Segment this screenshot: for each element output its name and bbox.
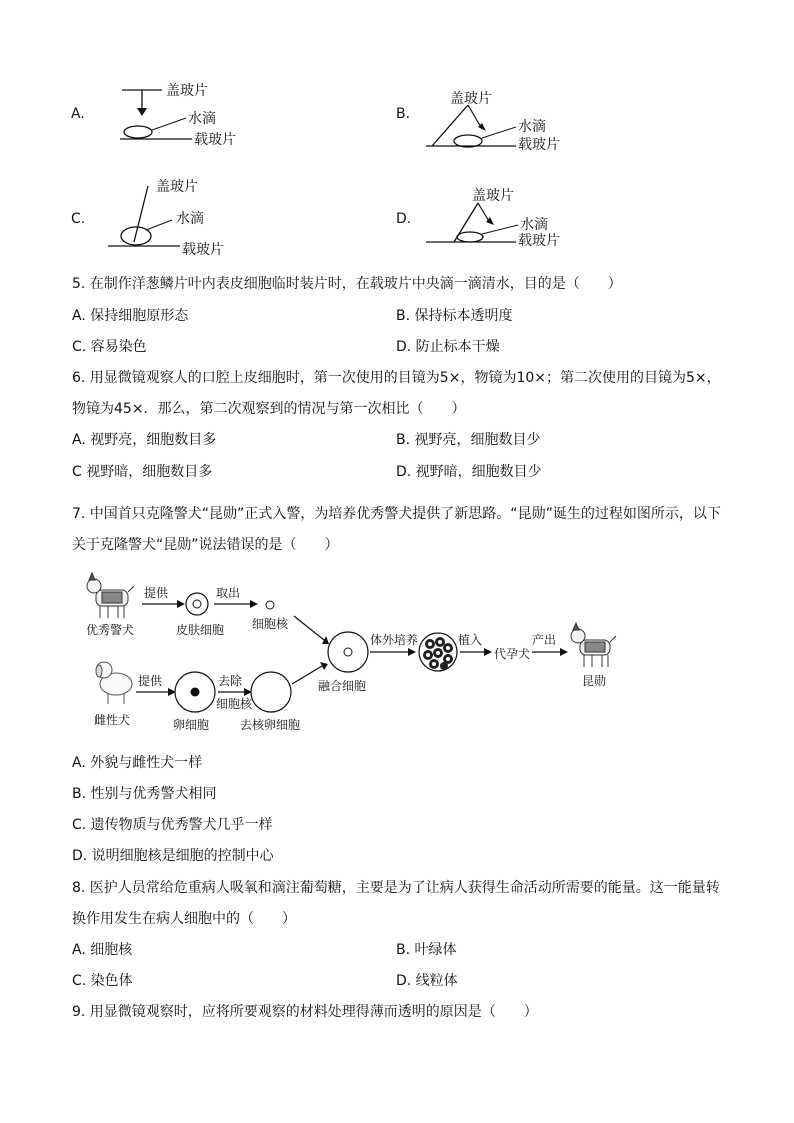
enucleated-egg-shape [251, 672, 291, 712]
kunxun-label: 昆勋 [582, 674, 607, 688]
option-c-diagram [100, 176, 300, 262]
option-a-diagram [100, 78, 300, 150]
female-dog-icon [96, 662, 132, 704]
police-dog-icon [87, 573, 134, 618]
nucleus-label: 细胞核 [252, 617, 289, 631]
question-8-stem-line2: 换作用发生在病人细胞中的（ ） [72, 911, 296, 927]
q6-option-b: B. 视野亮，细胞数目少 [396, 432, 541, 448]
option-d-slide-label: 载玻片 [518, 233, 560, 249]
culture-label: 体外培养 [370, 633, 419, 647]
option-d-diagram [420, 183, 620, 255]
produce-label: 产出 [532, 633, 557, 647]
enucleated-egg-label: 去核卵细胞 [240, 718, 301, 732]
dog1-label: 优秀警犬 [86, 623, 135, 637]
question-5-stem: 5. 在制作洋葱鳞片叶内表皮细胞临时装片时，在载玻片中央滴一滴清水，目的是（ ） [72, 276, 622, 292]
option-c-slide-label: 载玻片 [182, 242, 224, 258]
q7-option-c: C. 遗传物质与优秀警犬几乎一样 [72, 817, 273, 833]
option-d-letter: D. [396, 211, 412, 227]
q5-option-a: A. 保持细胞原形态 [72, 308, 189, 324]
skin-cell-label: 皮肤细胞 [176, 623, 225, 637]
option-c-water-label: 水滴 [176, 211, 204, 227]
fused-cell-label: 融合细胞 [318, 679, 367, 693]
option-d-cover-label: 盖玻片 [472, 188, 514, 204]
q5-option-d: D. 防止标本干燥 [396, 339, 500, 355]
provide1-label: 提供 [144, 586, 169, 600]
remove-nucleus-label: 细胞核 [216, 697, 253, 711]
nucleus-shape [266, 601, 274, 609]
option-b-diagram [420, 85, 620, 157]
dog2-label: 雌性犬 [94, 713, 131, 727]
question-7-stem-line1: 7. 中国首只克隆警犬“昆勋”正式入警，为培养优秀警犬提供了新思路。“昆勋”诞生的过程如图所示，以下 [72, 506, 721, 522]
question-6-stem-line2: 物镜为45×．那么，第二次观察到的情况与第一次相比（ ） [72, 401, 466, 417]
q7-option-d: D. 说明细胞核是细胞的控制中心 [72, 848, 274, 864]
q8-option-c: C. 染色体 [72, 973, 133, 989]
cloning-diagram [80, 572, 640, 742]
provide2-label: 提供 [138, 674, 163, 688]
q8-option-a: A. 细胞核 [72, 942, 133, 958]
option-d-water-label: 水滴 [520, 217, 548, 233]
q7-option-b: B. 性别与优秀警犬相同 [72, 786, 217, 802]
option-b-cover-label: 盖玻片 [450, 91, 492, 107]
q6-option-c: C 视野暗，细胞数目多 [72, 464, 213, 480]
option-c-cover-label: 盖玻片 [156, 179, 198, 195]
option-b-water-label: 水滴 [518, 119, 546, 135]
option-b-letter: B. [396, 106, 411, 122]
option-b-slide-label: 载玻片 [518, 137, 560, 153]
q5-option-b: B. 保持标本透明度 [396, 308, 513, 324]
question-9-stem: 9. 用显微镜观察时，应将所要观察的材料处理得薄而透明的原因是（ ） [72, 1004, 538, 1020]
q6-option-d: D. 视野暗，细胞数目少 [396, 464, 542, 480]
kunxun-dog-icon [571, 623, 616, 667]
option-c-letter: C. [71, 211, 86, 227]
question-8-stem-line1: 8. 医护人员常给危重病人吸氧和滴注葡萄糖，主要是为了让病人获得生命活动所需要的能量。这一能量转 [72, 880, 720, 896]
option-a-cover-label: 盖玻片 [166, 83, 208, 99]
question-7-stem-line2: 关于克隆警犬“昆勋”说法错误的是（ ） [72, 537, 339, 553]
option-a-letter: A. [71, 106, 85, 122]
q6-option-a: A. 视野亮，细胞数目多 [72, 432, 217, 448]
surrogate-label: 代孕犬 [494, 647, 531, 661]
take-out-label: 取出 [216, 586, 241, 600]
q8-option-d: D. 线粒体 [396, 973, 458, 989]
q7-option-a: A. 外貌与雌性犬一样 [72, 755, 203, 771]
remove-label: 去除 [218, 674, 243, 688]
option-a-slide-label: 载玻片 [194, 132, 236, 148]
embryo-icon [419, 633, 457, 671]
q8-option-b: B. 叶绿体 [396, 942, 457, 958]
q5-option-c: C. 容易染色 [72, 339, 147, 355]
egg-cell-label: 卵细胞 [173, 718, 210, 732]
question-6-stem-line1: 6. 用显微镜观察人的口腔上皮细胞时，第一次使用的目镜为5×，物镜为10×；第二次使用的目镜为5×， [72, 370, 721, 386]
option-a-water-label: 水滴 [188, 111, 216, 127]
implant-label: 植入 [458, 633, 483, 647]
